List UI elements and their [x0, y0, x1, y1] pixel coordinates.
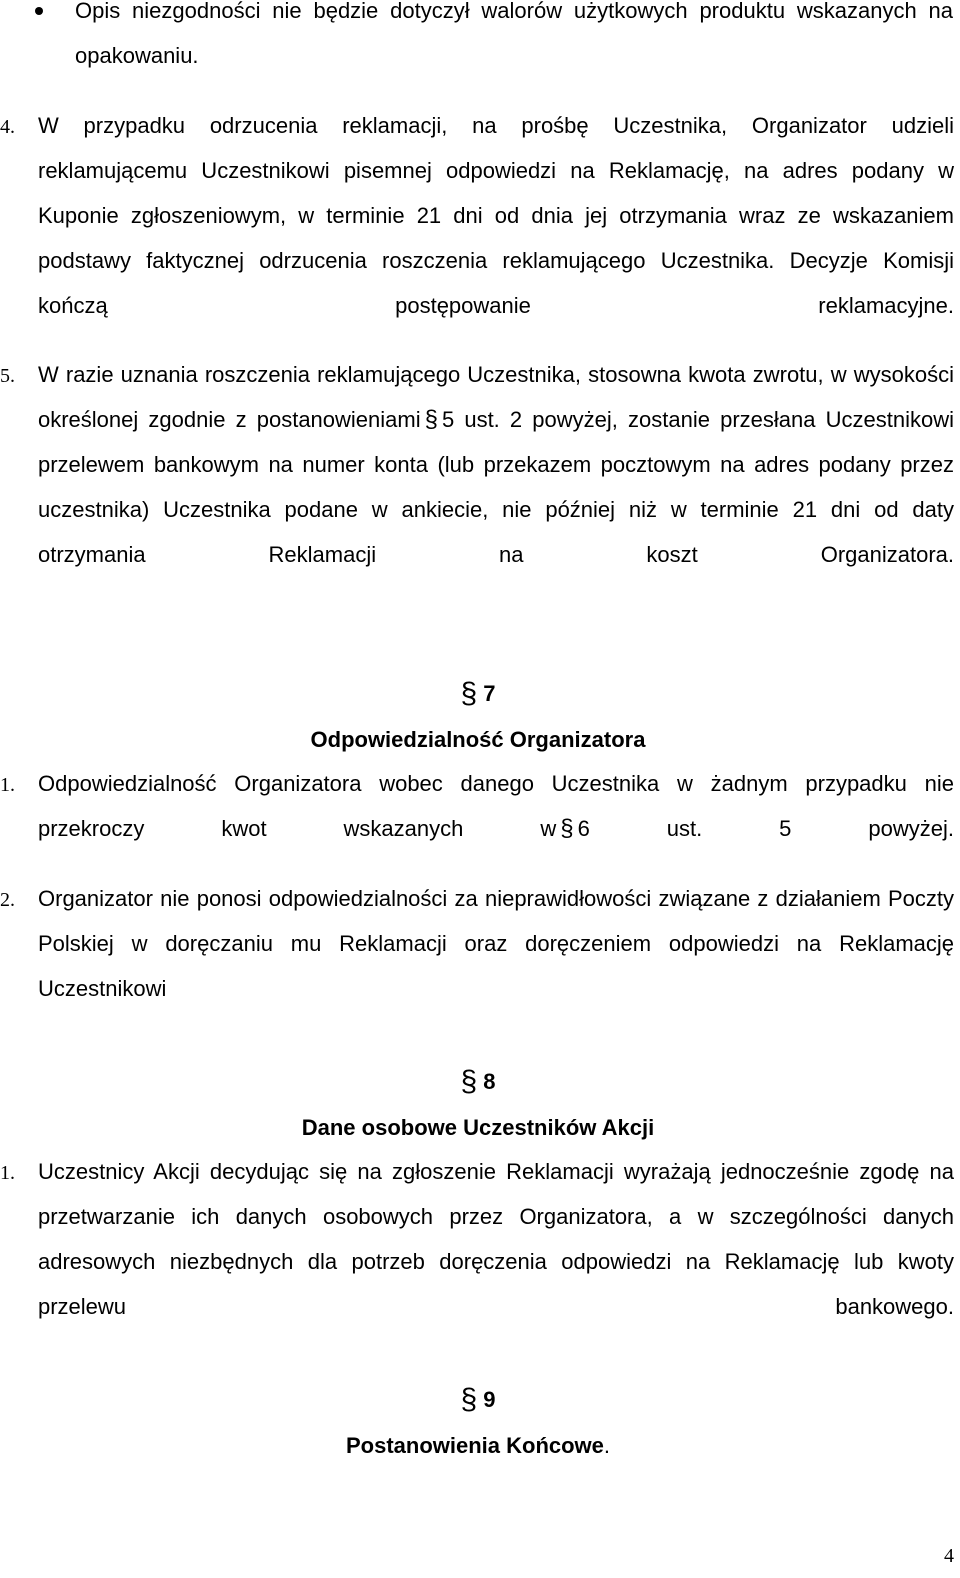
- section-sign-icon: §: [460, 1383, 478, 1416]
- item-text: [38, 352, 954, 622]
- item-text: Organizator nie ponosi odpowiedzialności za nieprawidłowości związane z działaniem Poczty Polskiej w doręczaniu mu Reklamacji oraz doręczeniem odpowiedzi na Reklamację Uczestnikowi: [38, 886, 954, 1001]
- section-heading-8: [0, 1065, 956, 1143]
- section-sign-icon: §: [560, 815, 574, 842]
- item-text: Uczestnicy Akcji decydując się na zgłoszenie Reklamacji wyrażają jednocześnie zgodę na przetwarzanie ich danych osobowych przez Organizatora, a w szczególności danych adresowych niezbędnych dla potrzeb doręczenia odpowiedzi na Reklamację lub kwoty przelewu bankowego.: [38, 1159, 954, 1319]
- section-title-wrap: [0, 1431, 956, 1461]
- bullet-dot: [35, 7, 43, 15]
- item-text-part: W razie uznania roszczenia reklamującego Uczestnika, stosowna kwota zwrotu, w wysokości określonej zgodnie z postanowieniami: [38, 362, 954, 432]
- section-number: 7: [483, 681, 496, 706]
- section-heading-7: [0, 677, 956, 755]
- section-sign-icon: §: [460, 677, 478, 710]
- page-number: 4: [944, 1545, 954, 1567]
- section-title-suffix: .: [603, 1433, 611, 1458]
- item-number: 4.: [0, 116, 15, 138]
- section-sign-icon: §: [460, 1065, 478, 1098]
- item-text-part: 6 ust. 5 powyżej.: [577, 816, 954, 841]
- section-sign-icon: §: [424, 406, 438, 433]
- item-number: 2.: [0, 889, 15, 911]
- section-title: Dane osobowe Uczestników Akcji: [301, 1115, 655, 1140]
- section-number: 8: [483, 1069, 496, 1094]
- section-number: 9: [483, 1387, 496, 1412]
- item-text: W przypadku odrzucenia reklamacji, na prośbę Uczestnika, Organizator udzieli reklamującemu Uczestnikowi pisemnej odpowiedzi na Reklamację, na adres podany w Kuponie zgłoszeniowym, w terminie 21 dni od dnia jej otrzymania wraz ze wskazaniem podstawy faktycznej odrzucenia roszczenia reklamującego Uczestnika. Decyzje Komisji kończą postępowanie reklamacyjne.: [38, 113, 954, 318]
- item-text-part: 5 ust. 2 powyżej, zostanie przesłana Uczestnikowi przelewem bankowym na numer konta (lub przekazem pocztowym na adres podany przez uczestnika) Uczestnika podane w ankiecie, nie później niż w terminie 21 dni od daty otrzymania Reklamacji na koszt Organizatora.: [38, 407, 954, 567]
- item-number: 1.: [0, 774, 15, 796]
- item-number: 5.: [0, 365, 15, 387]
- bullet-text: Opis niezgodności nie będzie dotyczył walorów użytkowych produktu wskazanych na opakowaniu.: [75, 0, 953, 68]
- section-heading-9: [0, 1383, 956, 1461]
- item-number: 1.: [0, 1162, 15, 1184]
- item-text-part: Odpowiedzialność Organizatora wobec danego Uczestnika w żadnym przypadku nie przekroczy kwot wskazanych w: [38, 771, 954, 841]
- section-title: Odpowiedzialność Organizatora: [310, 727, 646, 752]
- section-title: Postanowienia Końcowe: [345, 1433, 604, 1458]
